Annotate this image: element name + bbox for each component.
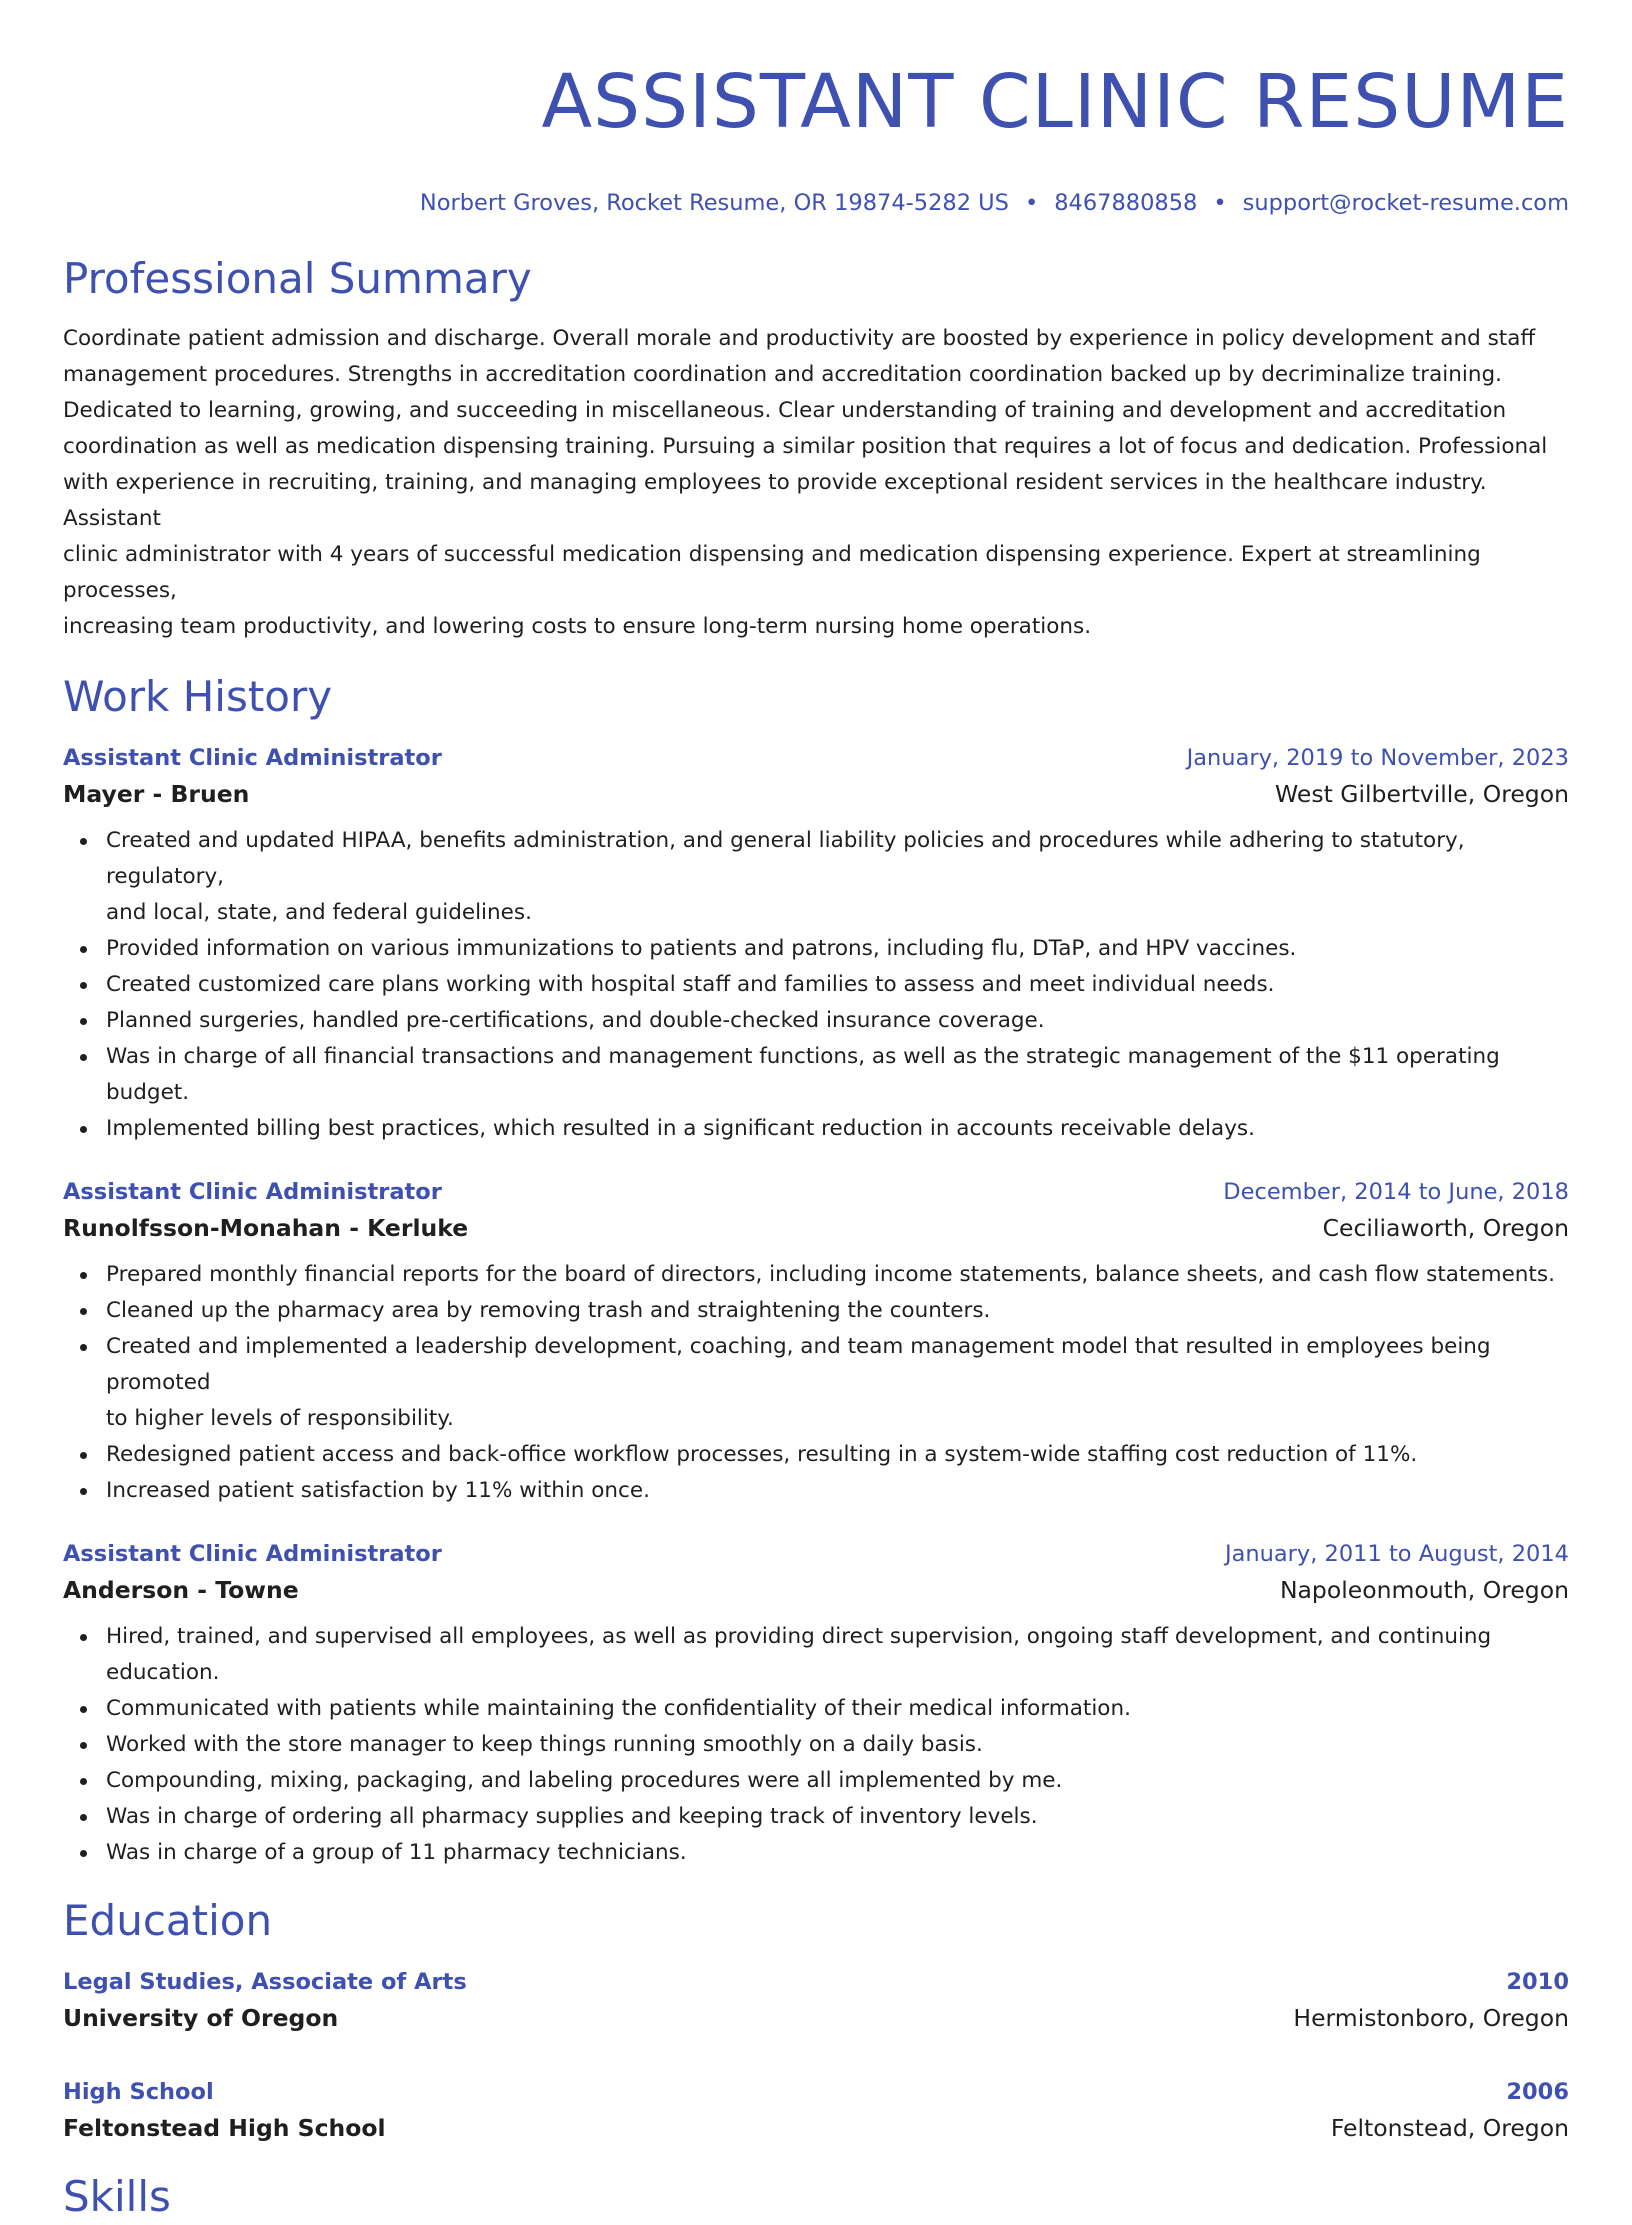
job-bullets [63, 823, 1569, 1147]
skills-section [63, 2169, 1569, 2225]
job-bullets [63, 1619, 1569, 1871]
section-title-work-history: Work History [63, 672, 333, 721]
job-subheader [63, 775, 1569, 813]
summary-text: Coordinate patient admission and discharge. Overall morale and productivity are boosted by experience in policy development and staff management procedures. Strengths in accreditation coordination and accreditation coordination backed up by decriminalize training. Dedicated to learning, growing, and succeeding in miscellaneous. Clear understanding of training and development and accreditation coordination as well as medication dispensing training. Pursuing a similar position that requires a lot of focus and dedication. Professional with experience in recruiting, training, and managing employees to provide exceptional resident services in the healthcare industry. Assistant clinic administrator with 4 years of successful medication dispensing and medication dispensing experience. Expert at streamlining processes, increasing team productivity, and lowering costs to ensure long-term nursing home operations. [63, 326, 1548, 639]
job-bullet: Planned surgeries, handled pre-certifications, and double-checked insurance coverage. [106, 1003, 1569, 1039]
contact-separator: • [1213, 190, 1227, 216]
job-title: Assistant Clinic Administrator [63, 1179, 442, 1205]
contact-address: Norbert Groves, Rocket Resume, OR 19874-5282 US [419, 190, 1009, 216]
education-school: Feltonstead High School [63, 2114, 386, 2142]
job-location: Napoleonmouth, Oregon [1279, 1576, 1569, 1604]
section-title-skills: Skills [63, 2172, 171, 2221]
job-location: West Gilbertville, Oregon [1275, 780, 1569, 808]
contact-email: support@rocket-resume.com [1242, 190, 1569, 216]
job-subheader [63, 1571, 1569, 1609]
job-bullet: Was in charge of ordering all pharmacy supplies and keeping track of inventory levels. [106, 1799, 1569, 1835]
education-year: 2010 [1506, 1969, 1569, 1995]
job-bullets [63, 1257, 1569, 1509]
contact-separator: • [1024, 190, 1039, 216]
job-bullet: Created and implemented a leadership development, coaching, and team management model that resulted in employees being promoted to higher levels of responsibility. [106, 1329, 1569, 1437]
job-dates: January, 2019 to November, 2023 [1186, 745, 1569, 771]
job-bullet: Hired, trained, and supervised all employees, as well as providing direct supervision, ongoing staff development, and continuing education. [106, 1619, 1569, 1691]
job-dates: January, 2011 to August, 2014 [1224, 1541, 1569, 1567]
education-location: Hermistonboro, Oregon [1293, 2004, 1569, 2032]
job-bullet: Increased patient satisfaction by 11% within once. [106, 1473, 1569, 1509]
work-history-section [63, 669, 1569, 1871]
job-bullet: Created customized care plans working with hospital staff and families to assess and meet individual needs. [106, 967, 1569, 1003]
job-bullet: Prepared monthly financial reports for the board of directors, including income statements, balance sheets, and cash flow statements. [106, 1257, 1569, 1293]
education-school: University of Oregon [63, 2004, 339, 2032]
job-entry [63, 741, 1569, 1147]
job-company: Anderson - Towne [63, 1576, 299, 1604]
summary-section [63, 251, 1569, 645]
job-bullet: Redesigned patient access and back-office workflow processes, resulting in a system-wide staffing cost reduction of 11%. [106, 1437, 1569, 1473]
job-header [63, 1175, 1569, 1209]
education-degree: High School [63, 2079, 214, 2105]
job-subheader [63, 1209, 1569, 1247]
education-entry [63, 2075, 1569, 2147]
job-title: Assistant Clinic Administrator [63, 745, 442, 771]
job-entry [63, 1175, 1569, 1509]
job-dates: December, 2014 to June, 2018 [1223, 1179, 1569, 1205]
job-location: Ceciliaworth, Oregon [1322, 1214, 1569, 1242]
job-bullet: Communicated with patients while maintaining the confidentiality of their medical information. [106, 1691, 1569, 1727]
job-bullet: Was in charge of all financial transactions and management functions, as well as the strategic management of the $11 operating budget. [106, 1039, 1569, 1111]
job-bullet: Worked with the store manager to keep things running smoothly on a daily basis. [106, 1727, 1569, 1763]
job-bullet: Created and updated HIPAA, benefits administration, and general liability policies and procedures while adhering to statutory, regulatory, and local, state, and federal guidelines. [106, 823, 1569, 931]
job-bullet: Compounding, mixing, packaging, and labeling procedures were all implemented by me. [106, 1763, 1569, 1799]
job-bullet: Provided information on various immunizations to patients and patrons, including flu, DTaP, and HPV vaccines. [106, 931, 1569, 967]
job-bullet: Was in charge of a group of 11 pharmacy technicians. [106, 1835, 1569, 1871]
resume-title: ASSISTANT CLINIC RESUME [541, 59, 1569, 145]
job-title: Assistant Clinic Administrator [63, 1541, 442, 1567]
education-degree: Legal Studies, Associate of Arts [63, 1969, 467, 1995]
job-header [63, 741, 1569, 775]
education-header [63, 2075, 1569, 2109]
job-entry [63, 1537, 1569, 1871]
job-company: Runolfsson-Monahan - Kerluke [63, 1214, 469, 1242]
section-title-summary: Professional Summary [63, 254, 532, 303]
job-bullet: Implemented billing best practices, which resulted in a significant reduction in accounts receivable delays. [106, 1111, 1569, 1147]
education-subheader [63, 2109, 1569, 2147]
job-company: Mayer - Bruen [63, 780, 250, 808]
education-header [63, 1965, 1569, 1999]
education-section [63, 1893, 1569, 2147]
education-entry [63, 1965, 1569, 2037]
contact-line [63, 188, 1569, 218]
education-subheader [63, 1999, 1569, 2037]
section-title-education: Education [63, 1896, 273, 1945]
contact-phone: 8467880858 [1054, 190, 1198, 216]
job-header [63, 1537, 1569, 1571]
job-bullet: Cleaned up the pharmacy area by removing trash and straightening the counters. [106, 1293, 1569, 1329]
education-location: Feltonstead, Oregon [1330, 2114, 1569, 2142]
education-year: 2006 [1506, 2079, 1569, 2105]
